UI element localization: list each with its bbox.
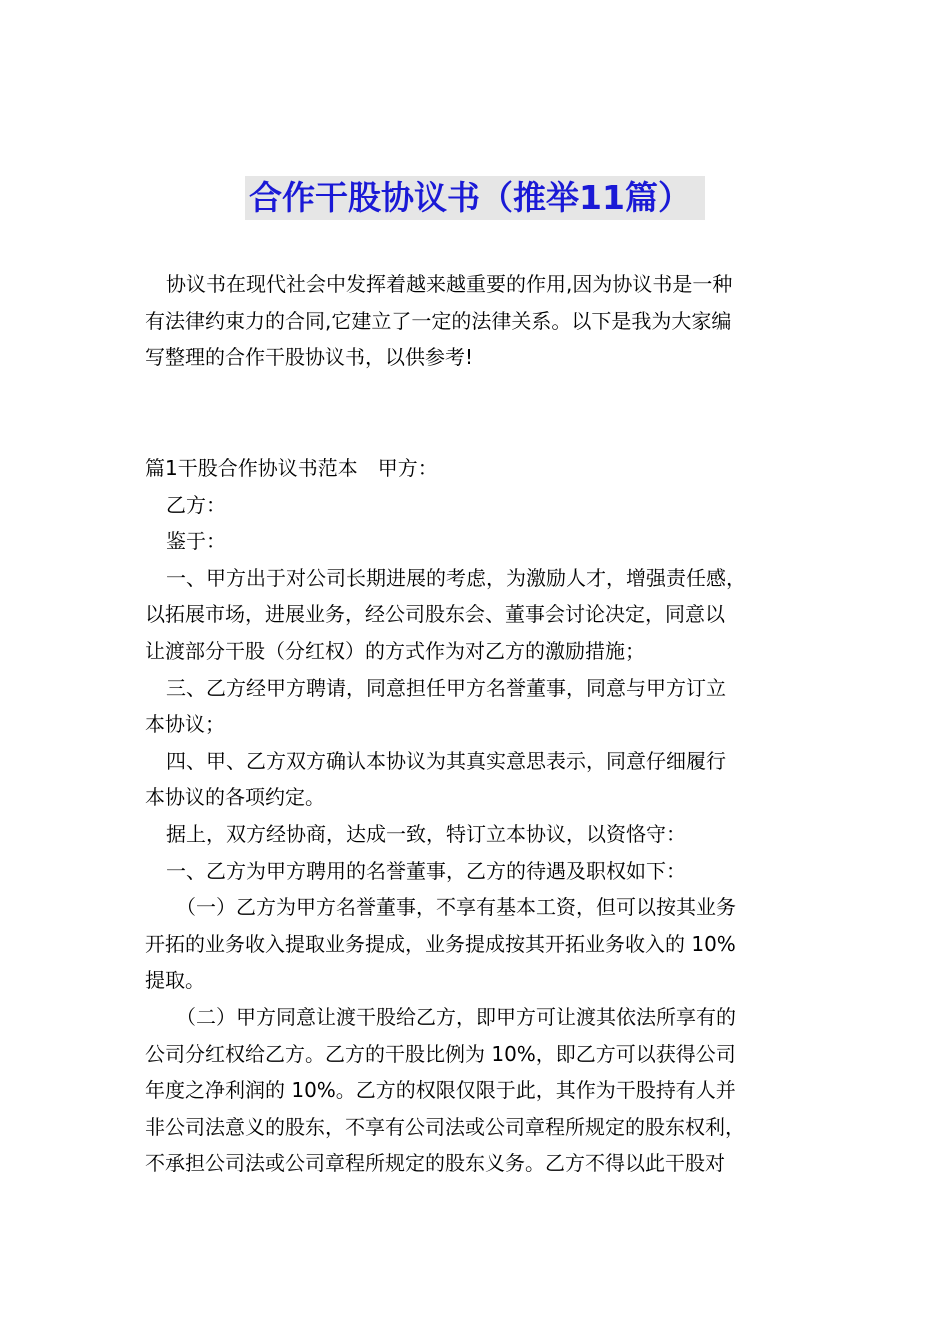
body-line: 三、乙方经甲方聘请，同意担任甲方名誉董事，同意与甲方订立 [166, 675, 726, 700]
body-line: 据上，双方经协商，达成一致，特订立本协议，以资恪守： [166, 821, 686, 846]
title-container [0, 176, 950, 220]
body-line: 非公司法意义的股东，不享有公司法或公司章程所规定的股东权利， [145, 1114, 745, 1139]
body-line: 提取。 [145, 968, 205, 993]
body-line: 让渡部分干股（分红权）的方式作为对乙方的激励措施； [145, 638, 645, 663]
intro-line: 协议书在现代社会中发挥着越来越重要的作用,因为协议书是一种 [166, 272, 733, 296]
document-title: 合作干股协议书（推举11篇） [245, 176, 705, 220]
body-line: 年度之净利润的 10%。乙方的权限仅限于此，其作为干股持有人并 [145, 1078, 736, 1103]
body-line: 一、乙方为甲方聘用的名誉董事，乙方的待遇及职权如下： [166, 858, 686, 883]
agreement-body [145, 450, 815, 1182]
intro-line: 写整理的合作干股协议书，以供参考! [145, 345, 474, 370]
intro-section [145, 266, 815, 376]
body-line: 本协议； [145, 712, 225, 737]
body-line: （一）乙方为甲方名誉董事，不享有基本工资，但可以按其业务 [176, 895, 736, 920]
intro-line: 有法律约束力的合同,它建立了一定的法律关系。以下是我为大家编 [145, 308, 732, 333]
body-line: 鉴于： [166, 529, 226, 554]
body-line: 四、甲、乙方双方确认本协议为其真实意思表示，同意仔细履行 [166, 748, 726, 773]
body-line: 乙方： [166, 492, 226, 517]
section-heading: 篇1干股合作协议书范本 甲方： [145, 456, 438, 480]
body-line: 开拓的业务收入提取业务提成，业务提成按其开拓业务收入的 10% [145, 931, 736, 956]
body-line: 本协议的各项约定。 [145, 785, 325, 810]
body-line: 一、甲方出于对公司长期进展的考虑，为激励人才，增强责任感， [166, 565, 746, 590]
body-line: （二）甲方同意让渡干股给乙方，即甲方可让渡其依法所享有的 [176, 1004, 736, 1029]
body-line: 以拓展市场，进展业务，经公司股东会、董事会讨论决定，同意以 [145, 602, 725, 627]
body-line: 不承担公司法或公司章程所规定的股东义务。乙方不得以此干股对 [145, 1151, 725, 1176]
body-line: 公司分红权给乙方。乙方的干股比例为 10%，即乙方可以获得公司 [145, 1041, 736, 1066]
